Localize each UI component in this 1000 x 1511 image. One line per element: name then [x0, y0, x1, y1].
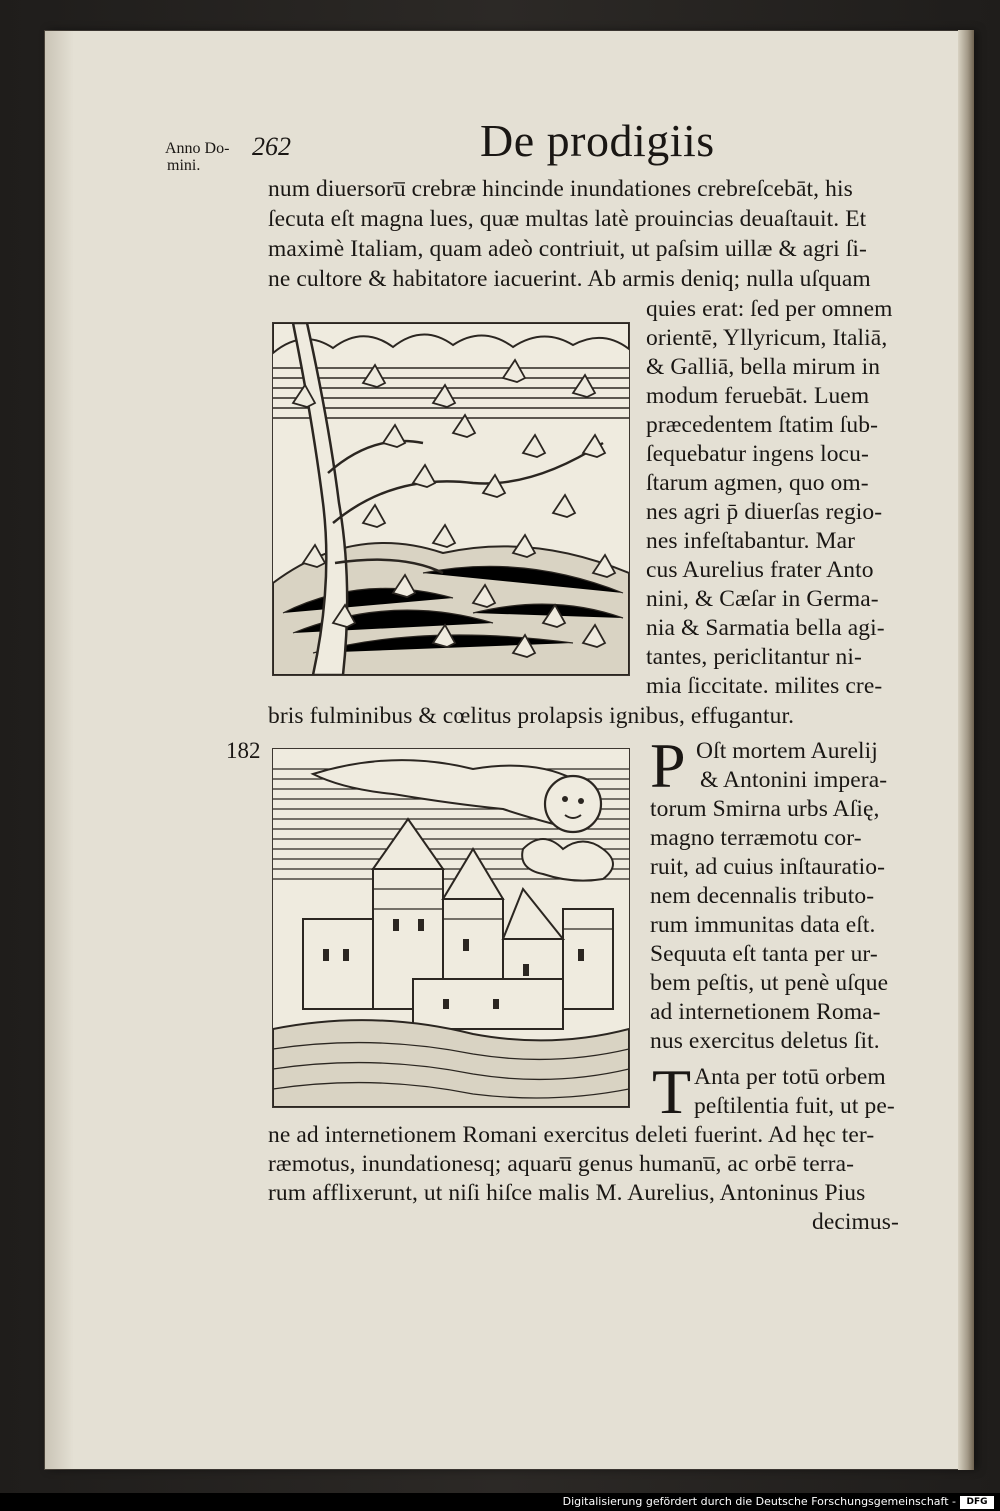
- text-line: bris fulminibus & cœlitus prolapsis ignibus, effugantur.: [268, 703, 795, 729]
- text-line: num diuersoru̅ crebræ hincinde inundationes crebreſcebāt, his: [268, 176, 853, 202]
- text-line: ruit, ad cuius inſtauratio-: [650, 854, 886, 880]
- text-line: ſtarum agmen, quo om-: [646, 470, 869, 496]
- text-line: Sequuta eſt tanta per ur-: [650, 941, 878, 967]
- page-gutter-shadow: [44, 30, 74, 1470]
- text-line: rum afflixerunt, ut niſi hiſce malis M. Aurelius, Antoninus Pius: [268, 1180, 866, 1206]
- margin-note-line-2: mini.: [167, 157, 201, 174]
- text-line: bem peſtis, ut penè uſque: [650, 970, 889, 996]
- margin-note-line-1: Anno Do-: [165, 140, 230, 157]
- text-line: Anta per totū orbem: [694, 1064, 886, 1090]
- text-line: præcedentem ſtatim ſub-: [646, 412, 879, 438]
- footer-credit: Digitalisierung gefördert durch die Deutsche Forschungsgemeinschaft -: [562, 1495, 956, 1508]
- text-line: magno terræmotu cor-: [650, 825, 862, 851]
- text-line: nes infeſtabantur. Mar: [646, 528, 856, 554]
- text-line: Oſt mortem Aurelij: [696, 738, 878, 764]
- text-line: nes agri p̄ diuerſas regio-: [646, 499, 883, 525]
- text-line: ſequebatur ingens locu-: [646, 441, 869, 467]
- running-title: De prodigiis: [480, 115, 715, 166]
- text-line: cus Aurelius frater Anto: [646, 557, 874, 583]
- text-line: & Galliā, bella mirum in: [646, 354, 881, 380]
- text-line: ne cultore & habitatore iacuerint. Ab armis deniq; nulla uſquam: [268, 266, 871, 292]
- folio-number: 262: [252, 132, 291, 161]
- text-line: ad internetionem Roma-: [650, 999, 881, 1025]
- text-line: orientē, Yllyricum, Italiā,: [646, 325, 888, 351]
- text-line: quies erat: ſed per omnem: [646, 296, 893, 322]
- text-line: ne ad internetionem Romani exercitus deleti fuerint. Ad hęc ter-: [268, 1122, 875, 1148]
- text-line: torum Smirna urbs Aſię,: [650, 796, 880, 822]
- text-line: tantes, periclitantur ni-: [646, 644, 862, 670]
- text-line: nini, & Cæſar in Germa-: [646, 586, 879, 612]
- text-line: peſtilentia fuit, ut pe-: [694, 1093, 895, 1119]
- locust-swarm-woodcut: [272, 322, 630, 676]
- text-line: maximè Italiam, quam adeò contriuit, ut paſsim uillæ & agri ſi-: [268, 236, 867, 262]
- text-line: ſecuta eſt magna lues, quæ multas latè prouincias deuaſtauit. Et: [268, 206, 867, 232]
- margin-note: [165, 140, 229, 174]
- earthquake-city-woodcut: [272, 748, 630, 1108]
- drop-cap-t: T: [652, 1056, 692, 1127]
- catchword: decimus-: [812, 1209, 899, 1235]
- text-line: mia ſiccitate. milites cre-: [646, 673, 883, 699]
- text-line: nem decennalis tributo-: [650, 883, 875, 909]
- dfg-logo: DFG: [960, 1496, 994, 1509]
- text-line: rum immunitas data eſt.: [650, 912, 876, 938]
- text-line: nus exercitus deletus ſit.: [650, 1028, 880, 1054]
- text-line: & Antonini impera-: [700, 767, 888, 793]
- text-line: modum feruebāt. Luem: [646, 383, 870, 409]
- drop-cap-p: P: [650, 730, 686, 801]
- page-edge: [958, 30, 974, 1470]
- text-line: nia & Sarmatia bella agi-: [646, 615, 885, 641]
- margin-number: 182: [226, 738, 261, 763]
- text-line: ræmotus, inundationesq; aquaru̅ genus humanu̅, ac orbē terra-: [268, 1151, 855, 1177]
